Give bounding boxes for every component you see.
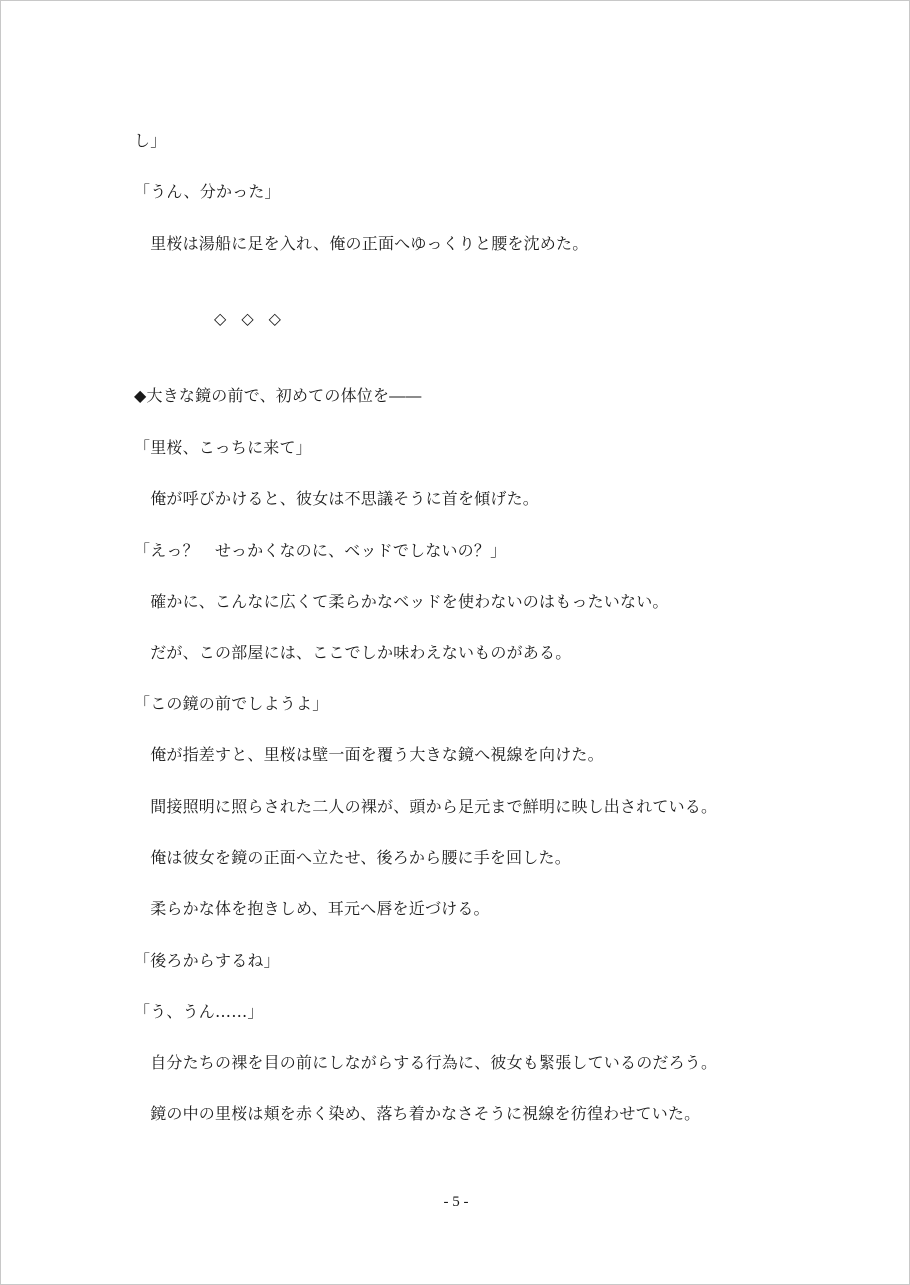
text-line: 「えっ？ せっかくなのに、ベッドでしないの？」: [134, 541, 507, 560]
text-line: し」: [134, 131, 167, 150]
diamond-icon: ◇: [241, 309, 254, 328]
text-line: 間接照明に照らされた二人の裸が、頭から足元まで鮮明に映し出されている。: [134, 797, 718, 816]
text-line: 俺が指差すと、里桜は壁一面を覆う大きな鏡へ視線を向けた。: [134, 745, 604, 764]
text-line: 「うん、分かった」: [134, 182, 281, 201]
diamond-icon: ◇: [268, 309, 281, 328]
text-line: 「後ろからするね」: [134, 951, 280, 970]
text-line: 確かに、こんなに広くて柔らかなベッドを使わないのはもったいない。: [134, 592, 669, 611]
text-line: 俺が呼びかけると、彼女は不思議そうに首を傾げた。: [134, 489, 540, 508]
text-line: 「う、うん……」: [134, 1002, 264, 1021]
scene-break: [214, 309, 296, 329]
diamond-icon: ◇: [214, 309, 227, 328]
text-line: 「里桜、こっちに来て」: [134, 438, 312, 457]
text-line: 鏡の中の里桜は頬を赤く染め、落ち着かなさそうに視線を彷徨わせていた。: [134, 1104, 701, 1123]
text-line: だが、この部屋には、ここでしか味わえないものがある。: [134, 643, 572, 662]
text-line: 俺は彼女を鏡の正面へ立たせ、後ろから腰に手を回した。: [134, 848, 571, 867]
text-line: 柔らかな体を抱きしめ、耳元へ唇を近づける。: [134, 899, 490, 918]
text-line: 里桜は湯船に足を入れ、俺の正面へゆっくりと腰を沈めた。: [134, 234, 589, 253]
page-number: - 5 -: [443, 1194, 469, 1210]
section-heading: ◆大きな鏡の前で、初めての体位を――: [134, 386, 422, 405]
text-line: 自分たちの裸を目の前にしながらする行為に、彼女も緊張しているのだろう。: [134, 1053, 718, 1072]
text-line: 「この鏡の前でしようよ」: [134, 694, 329, 713]
